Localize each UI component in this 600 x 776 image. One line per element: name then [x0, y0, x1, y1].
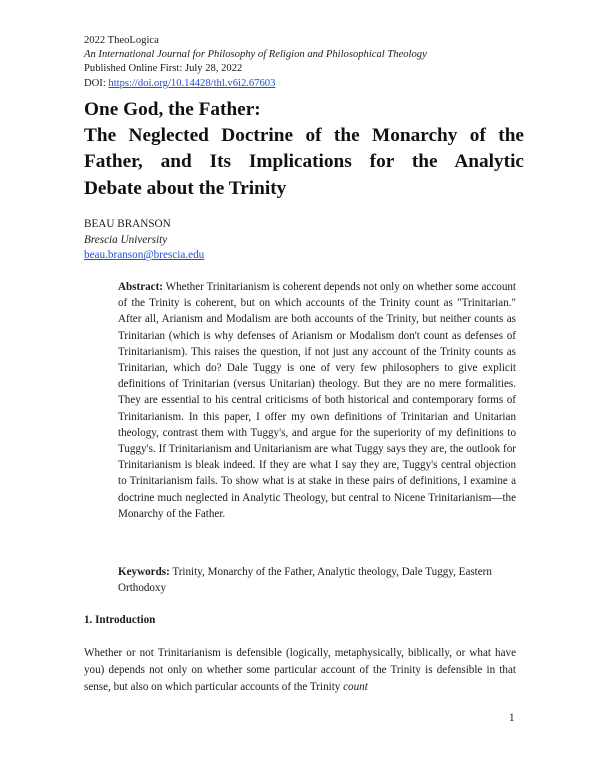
author-block — [84, 217, 204, 264]
page-number: 1 — [509, 712, 515, 724]
section-heading: 1. Introduction — [84, 614, 156, 626]
author-email-link[interactable]: beau.branson@brescia.edu — [84, 249, 205, 262]
keywords — [118, 564, 516, 596]
journal-subtitle: An International Journal for Philosophy of Religion and Philosophical Theology — [84, 49, 427, 61]
keywords-text: Trinity, Monarchy of the Father, Analytic theology, Dale Tuggy, Eastern Orthodoxy — [118, 566, 492, 595]
publication-date: Published Online First: July 28, 2022 — [84, 63, 243, 75]
journal-name: 2022 TheoLogica — [84, 35, 159, 46]
abstract-label: Abstract: — [118, 281, 163, 293]
doi-link[interactable]: https://doi.org/10.14428/thl.v6i2.67603 — [108, 77, 276, 89]
journal-header — [84, 34, 427, 91]
doi-line — [84, 77, 427, 91]
author-affiliation: Brescia University — [84, 233, 168, 246]
doi-label: DOI: — [84, 77, 109, 89]
intro-text: Whether or not Trinitarianism is defensible (logically, metaphysically, biblically, or what have you) depends not only on whether some particular account of the Trinity is defensible in that sense, but also on which particular accounts of the Trinity — [84, 647, 516, 693]
title-line-4: Debate about the Trinity — [84, 177, 287, 199]
title-line-1: One God, the Father: — [84, 99, 261, 120]
abstract — [118, 279, 516, 522]
title-line-2: The Neglected Doctrine of the Monarchy of the — [84, 125, 524, 147]
abstract-text: Whether Trinitarianism is coherent depends not only on whether some account of the Trinity is coherent, but on which accounts of the Trinity count as "Trinitarian." After all, Arianism and Modalism are both accounts of the Trinity, but neither counts as Trinitarian (which is why defenses of Arianism or Modalism don't count as defenses of Trinitarianism). This raises the question, if not just any account of the Trinity counts as Trinitarian, which do? Dale Tuggy is one of very few philosophers to give explicit definitions of Trinitarian (versus Unitarian) theology. But they are no mere formalities. They are essential to his central criticisms of both historical and contemporary forms of Trinitarianism. In this paper, I offer my own definitions of Trinitarian and Unitarian theology, contrast them with Tuggy's, and argue for the superiority of my definitions to Tuggy's. If Trinitarianism and Unitarianism are what Tuggy says they are, the outlook for Trinitarianism is bleak indeed. If they are what I say they are, Tuggy's central objection to Trinitarianism fails. To show what is at stake in these pairs of definitions, I examine a doctrine much neglected in Analytic Theology, but central to Nicene Trinitarianism—the Monarchy of the Father. — [118, 281, 516, 520]
title-line-3: Father, and Its Implications for the Analytic — [84, 151, 524, 173]
author-name: BEAU BRANSON — [84, 218, 171, 230]
introduction-paragraph — [84, 645, 516, 696]
intro-italic-word: count — [343, 681, 368, 693]
paper-title — [84, 97, 524, 202]
keywords-label: Keywords: — [118, 566, 170, 578]
